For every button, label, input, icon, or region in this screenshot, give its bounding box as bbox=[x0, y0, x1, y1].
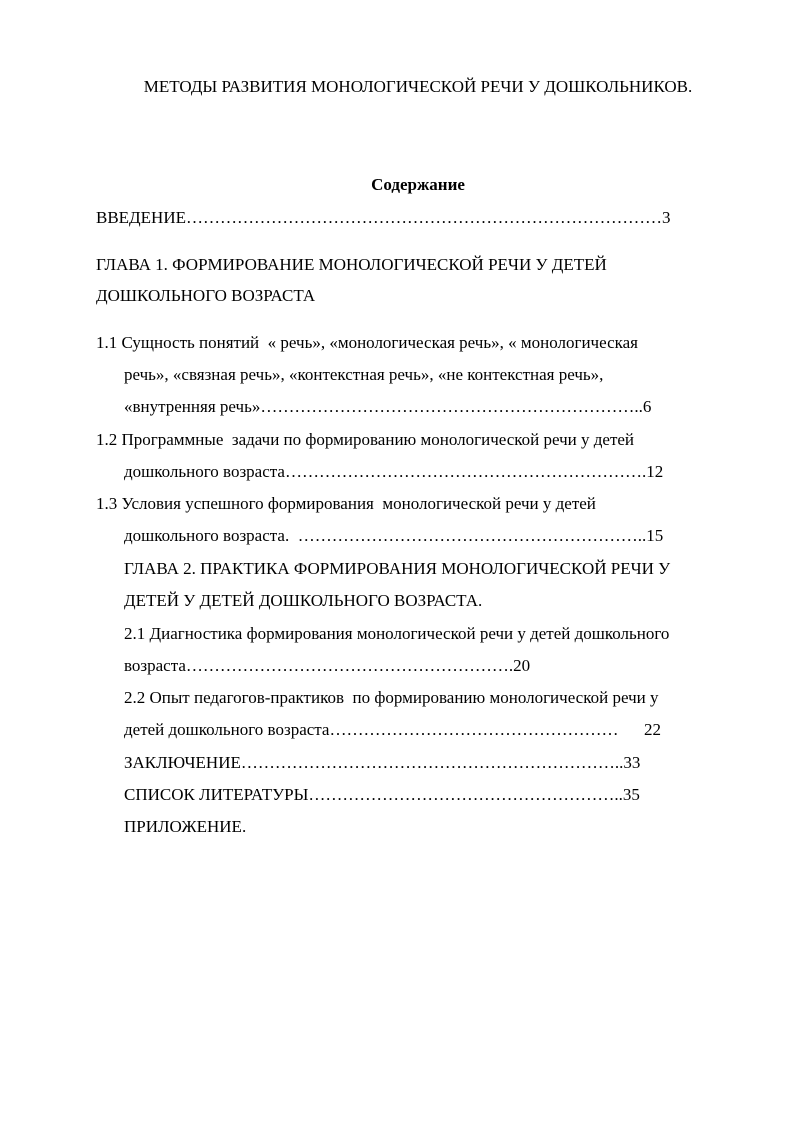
toc-entry-2-2-line-1: 2.2 Опыт педагогов-практиков по формированию монологической речи у bbox=[124, 688, 659, 707]
toc-chapter-2-line-2: ДЕТЕЙ У ДЕТЕЙ ДОШКОЛЬНОГО ВОЗРАСТА. bbox=[124, 591, 483, 610]
toc-entry-appendix: ПРИЛОЖЕНИЕ. bbox=[124, 817, 247, 836]
toc-entry-introduction: ВВЕДЕНИЕ…………………………………………………………………………3 bbox=[96, 208, 671, 227]
toc-entry-conclusion: ЗАКЛЮЧЕНИЕ…………………………………………………………..33 bbox=[124, 753, 641, 772]
document-title: МЕТОДЫ РАЗВИТИЯ МОНОЛОГИЧЕСКОЙ РЕЧИ У ДОШКОЛЬНИКОВ. bbox=[143, 77, 693, 96]
toc-entry-bibliography: СПИСОК ЛИТЕРАТУРЫ………………………………………………..35 bbox=[124, 785, 640, 804]
toc-entry-2-2-line-2: детей дошкольного возраста…………………………………………… 22 bbox=[124, 720, 661, 739]
toc-entry-2-1-line-2: возраста………………………………………………….20 bbox=[124, 656, 531, 675]
toc-chapter-2-line-1: ГЛАВА 2. ПРАКТИКА ФОРМИРОВАНИЯ МОНОЛОГИЧЕСКОЙ РЕЧИ У bbox=[124, 559, 671, 578]
toc-entry-1-3-line-1: 1.3 Условия успешного формирования монологической речи у детей bbox=[96, 494, 596, 513]
toc-entry-1-3-line-2: дошкольного возраста. ……………………………………………………..15 bbox=[124, 526, 664, 545]
toc-entry-2-1-line-1: 2.1 Диагностика формирования монологической речи у детей дошкольного bbox=[124, 624, 670, 643]
toc-heading: Содержание bbox=[371, 175, 465, 194]
toc-chapter-1-line-2: ДОШКОЛЬНОГО ВОЗРАСТА bbox=[96, 286, 316, 305]
toc-entry-1-1-line-3: «внутренняя речь»…………………………………………………………..6 bbox=[124, 397, 652, 416]
toc-entry-1-2-line-1: 1.2 Программные задачи по формированию монологической речи у детей bbox=[96, 430, 635, 449]
toc-chapter-1-line-1: ГЛАВА 1. ФОРМИРОВАНИЕ МОНОЛОГИЧЕСКОЙ РЕЧИ У ДЕТЕЙ bbox=[96, 255, 607, 274]
toc-entry-1-1-line-2: речь», «связная речь», «контекстная речь», «не контекстная речь», bbox=[124, 365, 604, 384]
toc-entry-1-1-line-1: 1.1 Сущность понятий « речь», «монологическая речь», « монологическая bbox=[96, 333, 638, 352]
toc-entry-1-2-line-2: дошкольного возраста……………………………………………………….12 bbox=[124, 462, 664, 481]
